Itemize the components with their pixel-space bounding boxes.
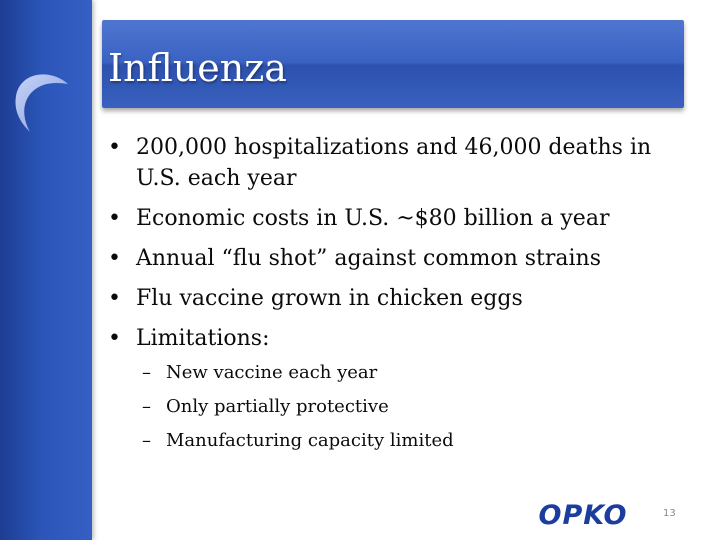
slide-title: Influenza [108,46,287,90]
left-sidebar-band [0,0,92,540]
sub-bullet-item [108,395,688,419]
bullet-text: Annual “flu shot” against common strains [136,246,602,271]
bullet-item [108,323,688,354]
bullet-item [108,203,688,234]
bullet-dot: • [108,286,121,311]
sub-bullet-text: Manufacturing capacity limited [166,430,454,451]
sub-bullet-list [108,361,688,453]
bullet-item [108,283,688,314]
bullet-dot: • [108,135,121,160]
bullet-dot: • [108,326,121,351]
bullet-text: Limitations: [136,326,270,351]
dash-marker: – [142,430,151,451]
opko-logo [520,501,646,527]
bullet-text: Economic costs in U.S. ~$80 billion a year [136,206,610,231]
dash-marker: – [142,362,151,383]
sub-bullet-item [108,361,688,385]
opko-logo-text: OPKO [538,501,628,527]
bullet-text: 200,000 hospitalizations and 46,000 deaths in U.S. each year [136,135,652,191]
slide-content [108,132,688,463]
bullet-item [108,132,688,194]
bullet-list [108,132,688,354]
crescent-logo-icon [10,62,72,134]
sub-bullet-item [108,429,688,453]
bullet-text: Flu vaccine grown in chicken eggs [136,286,523,311]
dash-marker: – [142,396,151,417]
page-number: 13 [663,508,676,519]
bullet-item [108,243,688,274]
sub-bullet-text: Only partially protective [166,396,389,417]
sub-bullet-text: New vaccine each year [166,362,378,383]
bullet-dot: • [108,246,121,271]
bullet-dot: • [108,206,121,231]
